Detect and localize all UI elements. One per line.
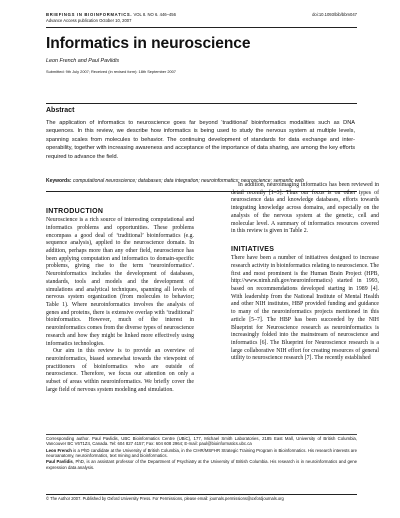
section-heading-introduction: INTRODUCTION (46, 208, 104, 215)
running-header (46, 12, 176, 23)
author-bio-name: Leon French (46, 447, 72, 453)
article-authors: Leon French and Paul Pavlidis (46, 58, 120, 64)
copyright-notice: © The Author 2007. Published by Oxford University Press. For Permissions, please email: journals.permissions@oxfordjournals.org (46, 496, 284, 501)
header-divider (46, 27, 357, 28)
intro-paragraph-1: Neuroscience is a rich source of interesting computational and informatics problems and opportunities. These problems encompass a good deal of ‘traditional’ bioinformatics (e.g. sequence analysis), applied to the neuroscience domain. In addition, perhaps more than any other field, neuroscience has been applying computation and informatics to domain-specific problems, giving rise to the term ‘neuroinformatics’. Neuroinformatics includes the development of databases, standards, tools and models and the development of simulations and analytical techniques, spanning all levels of nervous system organization (from molecules to behavior; Table 1). Where neuroinformatics involves the analysis of genes and proteins, there is extensive overlap with ‘traditional’ bioinformatics. However, much of the interest in neuroinformatics comes from the diverse types of neuroscience research and how they might be linked more effectively using informatics technologies. (46, 217, 194, 347)
keywords-list: computational neuroscience; databases; data integration; neuroinformatics; neuroscience; semantic web (72, 178, 304, 184)
keywords-label: Keywords: (46, 178, 72, 184)
volume-info: VOL 8. NO 6. 446–456 (133, 12, 176, 17)
initiatives-paragraph-1: There have been a number of initiatives designed to increase research activity in bioinformatics relating to neuroscience. The first and most prominent is the Human Brain Project (HPB, http://www.nimh.nih.gov/neuroinformatics) started in 1993, based on recommendations developed starting in 1989 [4]. With leadership from the National Institute of Mental Health and other NIH institutes, HBP provided funding and guidance to many of the neuroinformatics projects mentioned in this article [5–7]. The HBP has been succeeded by the NIH Blueprint for Neuroscience research as neuroinformatics is increasingly folded into the mainstream of neuroscience and informatics [6]. The Blueprint for Neuroscience research is a large collaborative NIH effort for creating resources of general utility to neuroscience research [7]. The recently established (231, 255, 379, 362)
submission-dates: Submitted: 9th July 2007; Received (in revised form): 18th September 2007 (46, 69, 176, 74)
correspondence-note: Corresponding author. Paul Pavlidis, UBC Bioinformatics Centre (UBiC), 177, Michael Smith Laboratories, 2185 East Mall, University of British Columbia, Vancouver BC V6T1Z4, Canada. Tel: 604 827 4157; Fax: 604 608 2964; E-mail: paul@bioinformatics.ubc.ca (46, 436, 357, 447)
section-heading-initiatives: INITIATIVES (231, 246, 275, 254)
copyright-divider (46, 494, 357, 495)
right-column (231, 182, 379, 363)
left-column (46, 208, 194, 395)
journal-name: BRIEFINGS IN BIOINFORMATICS. (46, 12, 133, 17)
footnote-divider (46, 434, 357, 435)
author-bio-text: is a PhD candidate at the University of British Columbia, in the CIHR/MSFHR Strategic Training Program in Bioinformatics. His research interests are neuroanatomy, neuroinformatics, text mining and bioinformatics. (46, 447, 357, 459)
abstract-top-divider (46, 103, 357, 104)
section-gap (231, 236, 379, 246)
author-bio-french (46, 448, 357, 459)
author-bio-pavlidis (46, 459, 357, 470)
article-title: Informatics in neuroscience (46, 35, 251, 52)
advance-access-note: Advance Access publication October 10, 2007 (46, 17, 132, 23)
abstract-heading: Abstract (46, 107, 75, 114)
footnotes (46, 436, 357, 471)
intro-paragraph-2: Our aim in this review is to provide an overview of neuroinformatics, biased somewhat towards the viewpoint of practitioners of bioinformatics who are outside of neuroscience. Therefore, we focus our attention on only a subset of areas within neuroinformatics. We briefly cover the large field of nervous system modeling and simulation. (46, 348, 194, 393)
abstract-text: The application of informatics to neuroscience goes far beyond ‘traditional’ bioinformatics modalities such as DNA sequences. In this review, we describe how informatics is being used to study the nervous system at multiple levels, spanning scales from molecules to behavior. The continuing development of standards for data exchange and inter-operability, together with increasing awareness and acceptance of the importance of data sharing, are among the key efforts required to advance the field. (46, 120, 355, 160)
intro-paragraph-3: In addition, neuroimaging informatics has been reviewed in detail recently [1–3]. Thus our focus is on other types of neuroscience data and knowledge databases, efforts towards integrating knowledge across domains, and especially on the analysis of the nervous system at the genetic, cell and molecular level. A summary of informatics resources covered in this review is given in Table 2. (231, 182, 379, 235)
doi: doi:10.1093/bib/bbm047 (312, 12, 357, 17)
author-bio-name: Paul Pavlidis (46, 459, 73, 465)
author-bio-text: , PhD, is an assistant professor of the Department of Psychiatry at the University of British Columbia. His research is in neuroinformatics and gene expression data analysis. (46, 459, 358, 470)
